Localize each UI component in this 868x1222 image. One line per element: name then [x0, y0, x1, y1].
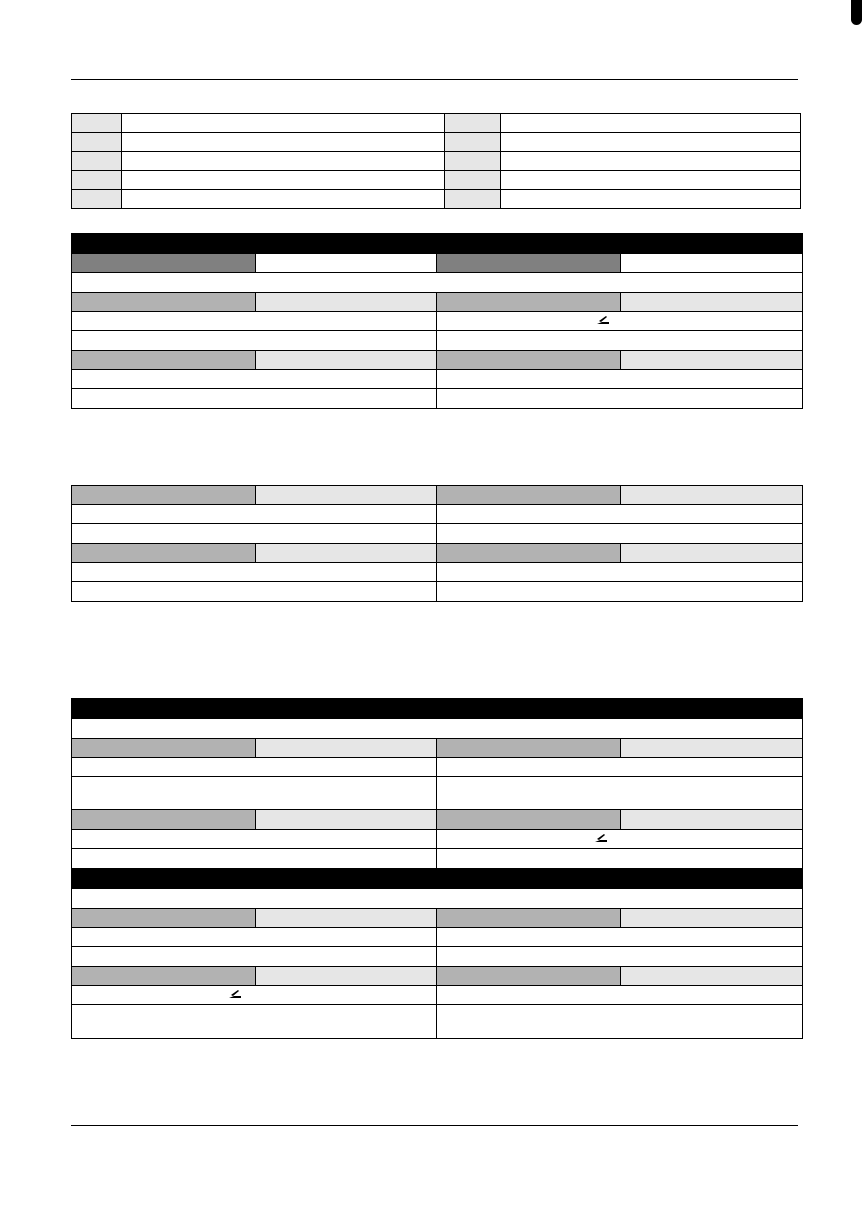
value-cell — [500, 189, 801, 209]
value-cell — [620, 292, 803, 312]
value-cell — [255, 485, 437, 505]
value-cell — [620, 809, 803, 830]
value-cell — [500, 132, 801, 152]
key-cell — [444, 151, 501, 171]
half-row — [71, 985, 437, 1005]
key-cell — [71, 170, 122, 190]
half-row — [71, 927, 437, 947]
key-cell — [71, 151, 122, 171]
half-row — [436, 562, 803, 582]
half-row — [71, 330, 437, 351]
label-cell — [436, 292, 621, 312]
half-row — [436, 369, 803, 389]
full-row — [71, 718, 803, 739]
section-header-bar — [71, 868, 803, 889]
value-cell — [255, 738, 437, 758]
label-cell — [436, 485, 621, 505]
half-row — [71, 311, 437, 331]
label-cell — [71, 966, 256, 986]
value-cell — [620, 966, 803, 986]
section-header-bar — [71, 698, 803, 719]
half-row — [71, 562, 437, 582]
footer-rule — [71, 1125, 798, 1126]
value-cell — [121, 189, 445, 209]
half-row — [71, 776, 437, 810]
label-cell — [71, 738, 256, 758]
value-cell — [121, 132, 445, 152]
value-cell — [255, 908, 437, 928]
half-row — [71, 369, 437, 389]
key-cell — [444, 189, 501, 209]
half-row — [436, 757, 803, 777]
section-header-bar — [71, 233, 803, 254]
key-cell — [444, 132, 501, 152]
half-row — [71, 946, 437, 967]
header-rule — [71, 79, 798, 80]
half-row — [71, 757, 437, 777]
value-cell — [255, 350, 437, 370]
half-row — [436, 985, 803, 1005]
half-row — [436, 829, 803, 849]
key-cell — [71, 189, 122, 209]
value-cell — [121, 151, 445, 171]
half-row — [71, 829, 437, 849]
key-cell — [444, 113, 501, 133]
half-row — [436, 946, 803, 967]
value-cell — [255, 809, 437, 830]
key-cell — [71, 113, 122, 133]
label-cell — [71, 809, 256, 830]
value-cell — [255, 292, 437, 312]
value-cell — [255, 966, 437, 986]
foot-pedal-icon — [594, 833, 608, 843]
half-row — [71, 1004, 437, 1039]
key-cell — [444, 170, 501, 190]
value-cell — [255, 543, 437, 563]
value-cell — [500, 151, 801, 171]
half-row — [436, 311, 803, 331]
foot-pedal-icon — [596, 315, 610, 325]
value-cell — [500, 113, 801, 133]
label-cell — [436, 809, 621, 830]
half-row — [71, 581, 437, 602]
value-cell — [620, 543, 803, 563]
label-cell — [436, 966, 621, 986]
value-cell — [620, 485, 803, 505]
value-cell — [620, 253, 803, 273]
half-row — [436, 330, 803, 351]
half-row — [71, 504, 437, 524]
value-cell — [620, 908, 803, 928]
value-cell — [500, 170, 801, 190]
label-cell — [71, 350, 256, 370]
label-cell — [436, 350, 621, 370]
label-cell — [436, 738, 621, 758]
value-cell — [255, 253, 437, 273]
label-cell — [436, 908, 621, 928]
label-cell — [436, 253, 621, 273]
half-row — [71, 848, 437, 869]
half-row — [436, 581, 803, 602]
half-row — [436, 504, 803, 524]
half-row — [436, 1004, 803, 1039]
label-cell — [71, 292, 256, 312]
page-tab-marker — [851, 0, 862, 25]
half-row — [436, 523, 803, 544]
label-cell — [71, 908, 256, 928]
full-row — [71, 272, 803, 293]
half-row — [71, 388, 437, 409]
label-cell — [71, 543, 256, 563]
full-row — [71, 888, 803, 909]
foot-pedal-icon — [228, 989, 242, 999]
key-cell — [71, 132, 122, 152]
half-row — [436, 927, 803, 947]
value-cell — [121, 170, 445, 190]
half-row — [436, 848, 803, 869]
label-cell — [436, 543, 621, 563]
label-cell — [71, 253, 256, 273]
half-row — [436, 776, 803, 810]
value-cell — [620, 350, 803, 370]
value-cell — [620, 738, 803, 758]
half-row — [436, 388, 803, 409]
value-cell — [121, 113, 445, 133]
label-cell — [71, 485, 256, 505]
half-row — [71, 523, 437, 544]
